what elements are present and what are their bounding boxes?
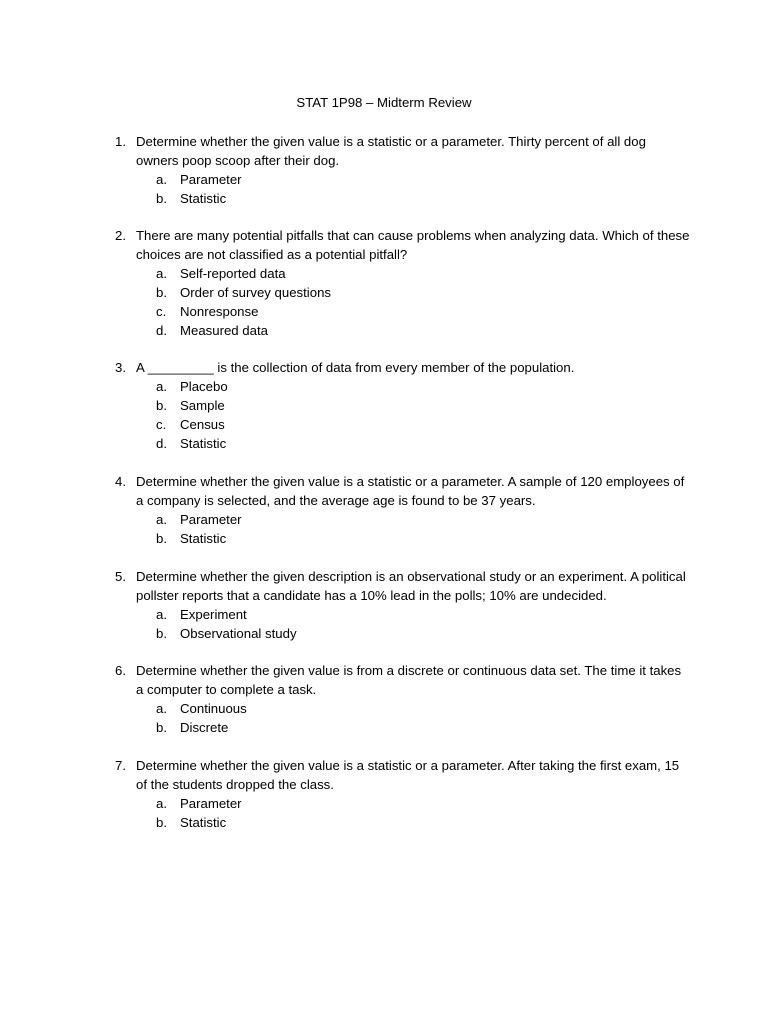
- option-letter: a.: [156, 266, 167, 281]
- option-text: Parameter: [180, 512, 242, 527]
- option-text: Sample: [180, 398, 225, 413]
- question-number: 2.: [115, 228, 126, 243]
- option-list: [110, 377, 690, 453]
- option-item: [156, 283, 690, 302]
- option-list: [110, 264, 690, 340]
- option-letter: a.: [156, 172, 167, 187]
- option-text: Nonresponse: [180, 304, 259, 319]
- option-letter: a.: [156, 796, 167, 811]
- question-4: [110, 472, 690, 548]
- option-list: [110, 170, 690, 208]
- option-item: [156, 624, 690, 643]
- option-letter: b.: [156, 285, 167, 300]
- option-item: [156, 415, 690, 434]
- option-text: Census: [180, 417, 225, 432]
- option-text: Continuous: [180, 701, 247, 716]
- question-stem: [110, 358, 690, 377]
- question-text: Determine whether the given value is a statistic or a parameter. Thirty percent of all dog owners poop scoop after their dog.: [136, 134, 646, 168]
- option-item: [156, 321, 690, 340]
- question-2: [110, 226, 690, 340]
- option-item: [156, 529, 690, 548]
- option-list: [110, 699, 690, 737]
- question-1: [110, 132, 690, 208]
- question-text: A _________ is the collection of data from every member of the population.: [136, 360, 575, 375]
- option-text: Statistic: [180, 815, 227, 830]
- question-stem: [110, 567, 690, 605]
- option-text: Observational study: [180, 626, 297, 641]
- question-text: There are many potential pitfalls that can cause problems when analyzing data. Which of these choices are not classified as a potential pitfall?: [136, 228, 690, 262]
- question-3: [110, 358, 690, 453]
- option-item: [156, 189, 690, 208]
- page-title: STAT 1P98 – Midterm Review: [296, 95, 472, 110]
- option-list: [110, 510, 690, 548]
- option-list: [110, 605, 690, 643]
- question-text: Determine whether the given value is a statistic or a parameter. A sample of 120 employees of a company is selected, and the average age is found to be 37 years.: [136, 474, 685, 508]
- option-letter: a.: [156, 512, 167, 527]
- question-stem: [110, 661, 690, 699]
- question-number: 7.: [115, 758, 126, 773]
- option-text: Placebo: [180, 379, 228, 394]
- question-stem: [110, 132, 690, 170]
- question-number: 3.: [115, 360, 126, 375]
- option-text: Experiment: [180, 607, 247, 622]
- option-text: Parameter: [180, 796, 242, 811]
- option-letter: a.: [156, 701, 167, 716]
- question-number: 5.: [115, 569, 126, 584]
- question-5: [110, 567, 690, 643]
- question-number: 6.: [115, 663, 126, 678]
- option-text: Order of survey questions: [180, 285, 331, 300]
- option-letter: a.: [156, 379, 167, 394]
- option-letter: b.: [156, 720, 167, 735]
- question-text: Determine whether the given value is a statistic or a parameter. After taking the first exam, 15 of the students dropped the class.: [136, 758, 680, 792]
- question-number: 1.: [115, 134, 126, 149]
- option-text: Statistic: [180, 531, 227, 546]
- option-item: [156, 302, 690, 321]
- option-item: [156, 510, 690, 529]
- option-item: [156, 794, 690, 813]
- option-item: [156, 434, 690, 453]
- question-number: 4.: [115, 474, 126, 489]
- option-letter: c.: [156, 417, 167, 432]
- option-letter: c.: [156, 304, 167, 319]
- option-letter: b.: [156, 531, 167, 546]
- option-letter: d.: [156, 323, 167, 338]
- option-text: Statistic: [180, 191, 227, 206]
- option-letter: b.: [156, 626, 167, 641]
- option-item: [156, 699, 690, 718]
- option-text: Statistic: [180, 436, 227, 451]
- option-text: Parameter: [180, 172, 242, 187]
- option-item: [156, 718, 690, 737]
- option-item: [156, 264, 690, 283]
- option-letter: d.: [156, 436, 167, 451]
- question-stem: [110, 756, 690, 794]
- question-6: [110, 661, 690, 737]
- option-text: Measured data: [180, 323, 268, 338]
- option-letter: b.: [156, 191, 167, 206]
- option-item: [156, 377, 690, 396]
- option-item: [156, 605, 690, 624]
- option-letter: b.: [156, 398, 167, 413]
- option-letter: b.: [156, 815, 167, 830]
- option-letter: a.: [156, 607, 167, 622]
- option-text: Discrete: [180, 720, 229, 735]
- option-item: [156, 813, 690, 832]
- option-list: [110, 794, 690, 832]
- option-item: [156, 170, 690, 189]
- option-text: Self-reported data: [180, 266, 286, 281]
- question-7: [110, 756, 690, 832]
- question-stem: [110, 472, 690, 510]
- question-text: Determine whether the given description is an observational study or an experiment. A political pollster reports that a candidate has a 10% lead in the polls; 10% are undecided.: [136, 569, 686, 603]
- option-item: [156, 396, 690, 415]
- question-stem: [110, 226, 690, 264]
- question-text: Determine whether the given value is from a discrete or continuous data set. The time it takes a computer to complete a task.: [136, 663, 682, 697]
